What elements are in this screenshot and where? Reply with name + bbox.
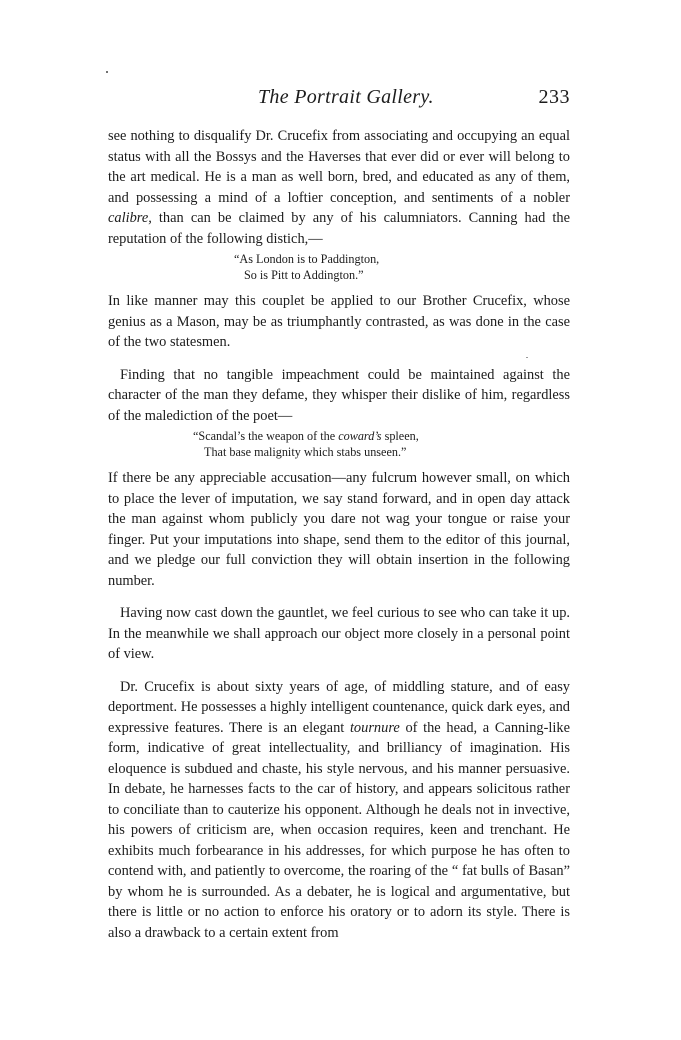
italic-word-tournure: tournure	[349, 719, 400, 736]
verse-line-1	[108, 428, 570, 444]
paragraph-4: If there be any appreciable accusation—any fulcrum however small, on which to place the lever of imputation, we say stand forward, and in open day attack the man against whom publicly you dare not wag your tongue or raise your finger. Put your imputations into shape, send them to the editor of this journal, and we pledge our full conviction they will obtain insertion in the following number.	[108, 470, 570, 589]
verse-line-2: So is Pitt to Addington.”	[244, 268, 364, 282]
paragraph-gap	[108, 353, 570, 365]
paragraph-1	[108, 126, 570, 249]
running-header	[108, 86, 570, 112]
paragraph-6-text-end: of the head, a Canning-like form, indicative of great intellectuality, and brilliancy of imagination. His eloquence is subdued and chaste, his style nervous, and his manner persuasive. In debate, he harnesses facts to the car of history, and appears solicitous rather to conciliate than to cauterize his opponent. Although he deals not in invective, his powers of criticism are, when occasion requires, keen and trenchant. He exhibits much forbearance in his addresses, for which purpose he has often to contend with, and patiently to overcome, the roaring of the “ fat bulls of Basan” by whom he is surrounded. As a debater, he is logical and argumentative, but there is little or no action to enforce his oratory or to adorn its style. There is also a drawback to a certain extent from	[108, 719, 571, 941]
paragraph-6	[108, 677, 570, 944]
verse-line-1-end: spleen,	[381, 429, 419, 443]
paragraph-gap	[108, 665, 570, 677]
page-number: 233	[538, 86, 570, 108]
paragraph-gap	[108, 591, 570, 603]
paragraph-3: Finding that no tangible impeachment could be maintained against the character of the man they defame, they whisper their dislike of him, regardless of the malediction of the poet—	[108, 366, 570, 424]
running-title: The Portrait Gallery.	[258, 86, 434, 108]
paragraph-1-text-end: than can be claimed by any of his calumniators. Canning had the reputation of the following distich,—	[108, 210, 570, 247]
verse-line-1: “As London is to Paddington,	[234, 252, 380, 266]
paragraph-6-text: Dr. Crucefix is about sixty years of age, of middling stature, and of easy deportment. He possesses a highly intelligent countenance, quick dark eyes, and expressive features. There is an elegant	[108, 678, 570, 736]
page-body	[108, 126, 570, 943]
verse-quote-paddington	[108, 251, 570, 283]
paragraph-5: Having now cast down the gauntlet, we feel curious to see who can take it up. In the meanwhile we shall approach our object more closely in a personal point of view.	[108, 605, 570, 662]
paragraph-1-text: see nothing to disqualify Dr. Crucefix from associating and occupying an equal status with all the Bossys and the Haverses that ever did or ever will belong to the art medical. He is a man as well born, bred, and educated as any of them, and possessing a mind of a loftier conception, and sentiments of a nobler	[108, 128, 570, 206]
print-speck	[106, 71, 108, 73]
verse-line-1-text: “Scandal’s the weapon of the	[193, 429, 339, 443]
italic-word-cowards: coward’s	[338, 429, 382, 443]
verse-quote-scandal	[108, 428, 570, 460]
verse-line-2: That base malignity which stabs unseen.”	[204, 445, 407, 459]
paragraph-2: In like manner may this couplet be applied to our Brother Crucefix, whose genius as a Mason, may be as triumphantly contrasted, as was done in the case of the two statesmen.	[108, 293, 570, 350]
italic-word-calibre: calibre,	[108, 210, 152, 226]
